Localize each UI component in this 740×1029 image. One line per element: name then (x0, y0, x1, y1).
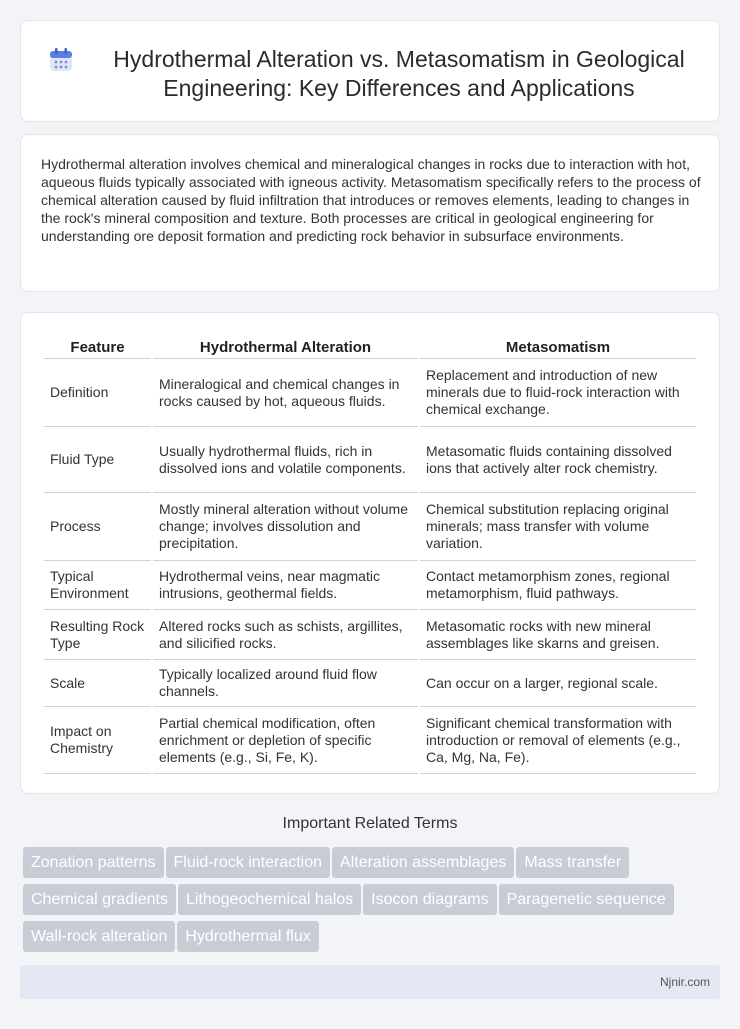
row-hydrothermal: Partial chemical modification, often enrichment or depletion of specific elements (e.g., Si, Fe, K). (153, 707, 418, 774)
term-tag[interactable]: Chemical gradients (23, 884, 176, 915)
row-metasomatism: Chemical substitution replacing original minerals; mass transfer with volume variation. (420, 493, 696, 561)
row-feature: Scale (44, 660, 151, 707)
term-tag[interactable]: Paragenetic sequence (499, 884, 674, 915)
header-hydrothermal: Hydrothermal Alteration (153, 333, 418, 359)
row-feature: Resulting Rock Type (44, 610, 151, 660)
row-metasomatism: Significant chemical transformation with introduction or removal of elements (e.g., Ca, Mg, Na, Fe). (420, 707, 696, 774)
term-tag[interactable]: Hydrothermal flux (177, 921, 318, 952)
title-card (20, 20, 720, 122)
header-metasomatism: Metasomatism (420, 333, 696, 359)
table-row (44, 493, 696, 561)
table-row (44, 561, 696, 610)
row-metasomatism: Replacement and introduction of new minerals due to fluid-rock interaction with chemical exchange. (420, 359, 696, 427)
calendar-icon (48, 47, 74, 73)
header-feature: Feature (44, 333, 151, 359)
term-tag[interactable]: Alteration assemblages (332, 847, 514, 878)
table-row (44, 707, 696, 774)
row-hydrothermal: Altered rocks such as schists, argillites, and silicified rocks. (153, 610, 418, 660)
row-metasomatism: Metasomatic rocks with new mineral assemblages like skarns and greisen. (420, 610, 696, 660)
row-feature: Fluid Type (44, 427, 151, 493)
row-hydrothermal: Mostly mineral alteration without volume change; involves dissolution and precipitation. (153, 493, 418, 561)
row-feature: Impact on Chemistry (44, 707, 151, 774)
page-title: Hydrothermal Alteration vs. Metasomatism in Geological Engineering: Key Differences and Applications (113, 46, 685, 101)
row-feature: Typical Environment (44, 561, 151, 610)
term-tag[interactable]: Zonation patterns (23, 847, 164, 878)
row-hydrothermal: Hydrothermal veins, near magmatic intrusions, geothermal fields. (153, 561, 418, 610)
intro-card (20, 134, 720, 292)
table-row (44, 610, 696, 660)
footer (20, 965, 720, 999)
term-tag[interactable]: Lithogeochemical halos (178, 884, 361, 915)
row-hydrothermal: Typically localized around fluid flow channels. (153, 660, 418, 707)
term-tag[interactable]: Wall-rock alteration (23, 921, 175, 952)
related-terms-heading: Important Related Terms (282, 815, 458, 832)
term-tag[interactable]: Mass transfer (516, 847, 629, 878)
row-metasomatism: Can occur on a larger, regional scale. (420, 660, 696, 707)
table-row (44, 359, 696, 427)
intro-paragraph: Hydrothermal alteration involves chemical and mineralogical changes in rocks due to interaction with hot, aqueous fluids typically associated with igneous activity. Metasomatism specifically refers to the process of chemical alteration caused by fluid infiltration that introduces or removes elements, leading to changes in the rock's mineral composition and texture. Both processes are critical in geological engineering for understanding ore deposit formation and predicting rock behavior in subsurface environments. (41, 156, 701, 244)
comparison-card (20, 312, 720, 794)
row-hydrothermal: Usually hydrothermal fluids, rich in dissolved ions and volatile components. (153, 427, 418, 493)
row-feature: Definition (44, 359, 151, 427)
related-terms-list (23, 847, 723, 958)
row-hydrothermal: Mineralogical and chemical changes in rocks caused by hot, aqueous fluids. (153, 359, 418, 427)
term-tag[interactable]: Isocon diagrams (363, 884, 496, 915)
row-feature: Process (44, 493, 151, 561)
row-metasomatism: Contact metamorphism zones, regional metamorphism, fluid pathways. (420, 561, 696, 610)
term-tag[interactable]: Fluid-rock interaction (166, 847, 331, 878)
table-row (44, 660, 696, 707)
table-header-row (44, 333, 696, 359)
row-metasomatism: Metasomatic fluids containing dissolved ions that actively alter rock chemistry. (420, 427, 696, 493)
footer-site[interactable]: Njnir.com (659, 975, 710, 989)
comparison-table (42, 333, 698, 774)
table-row (44, 427, 696, 493)
